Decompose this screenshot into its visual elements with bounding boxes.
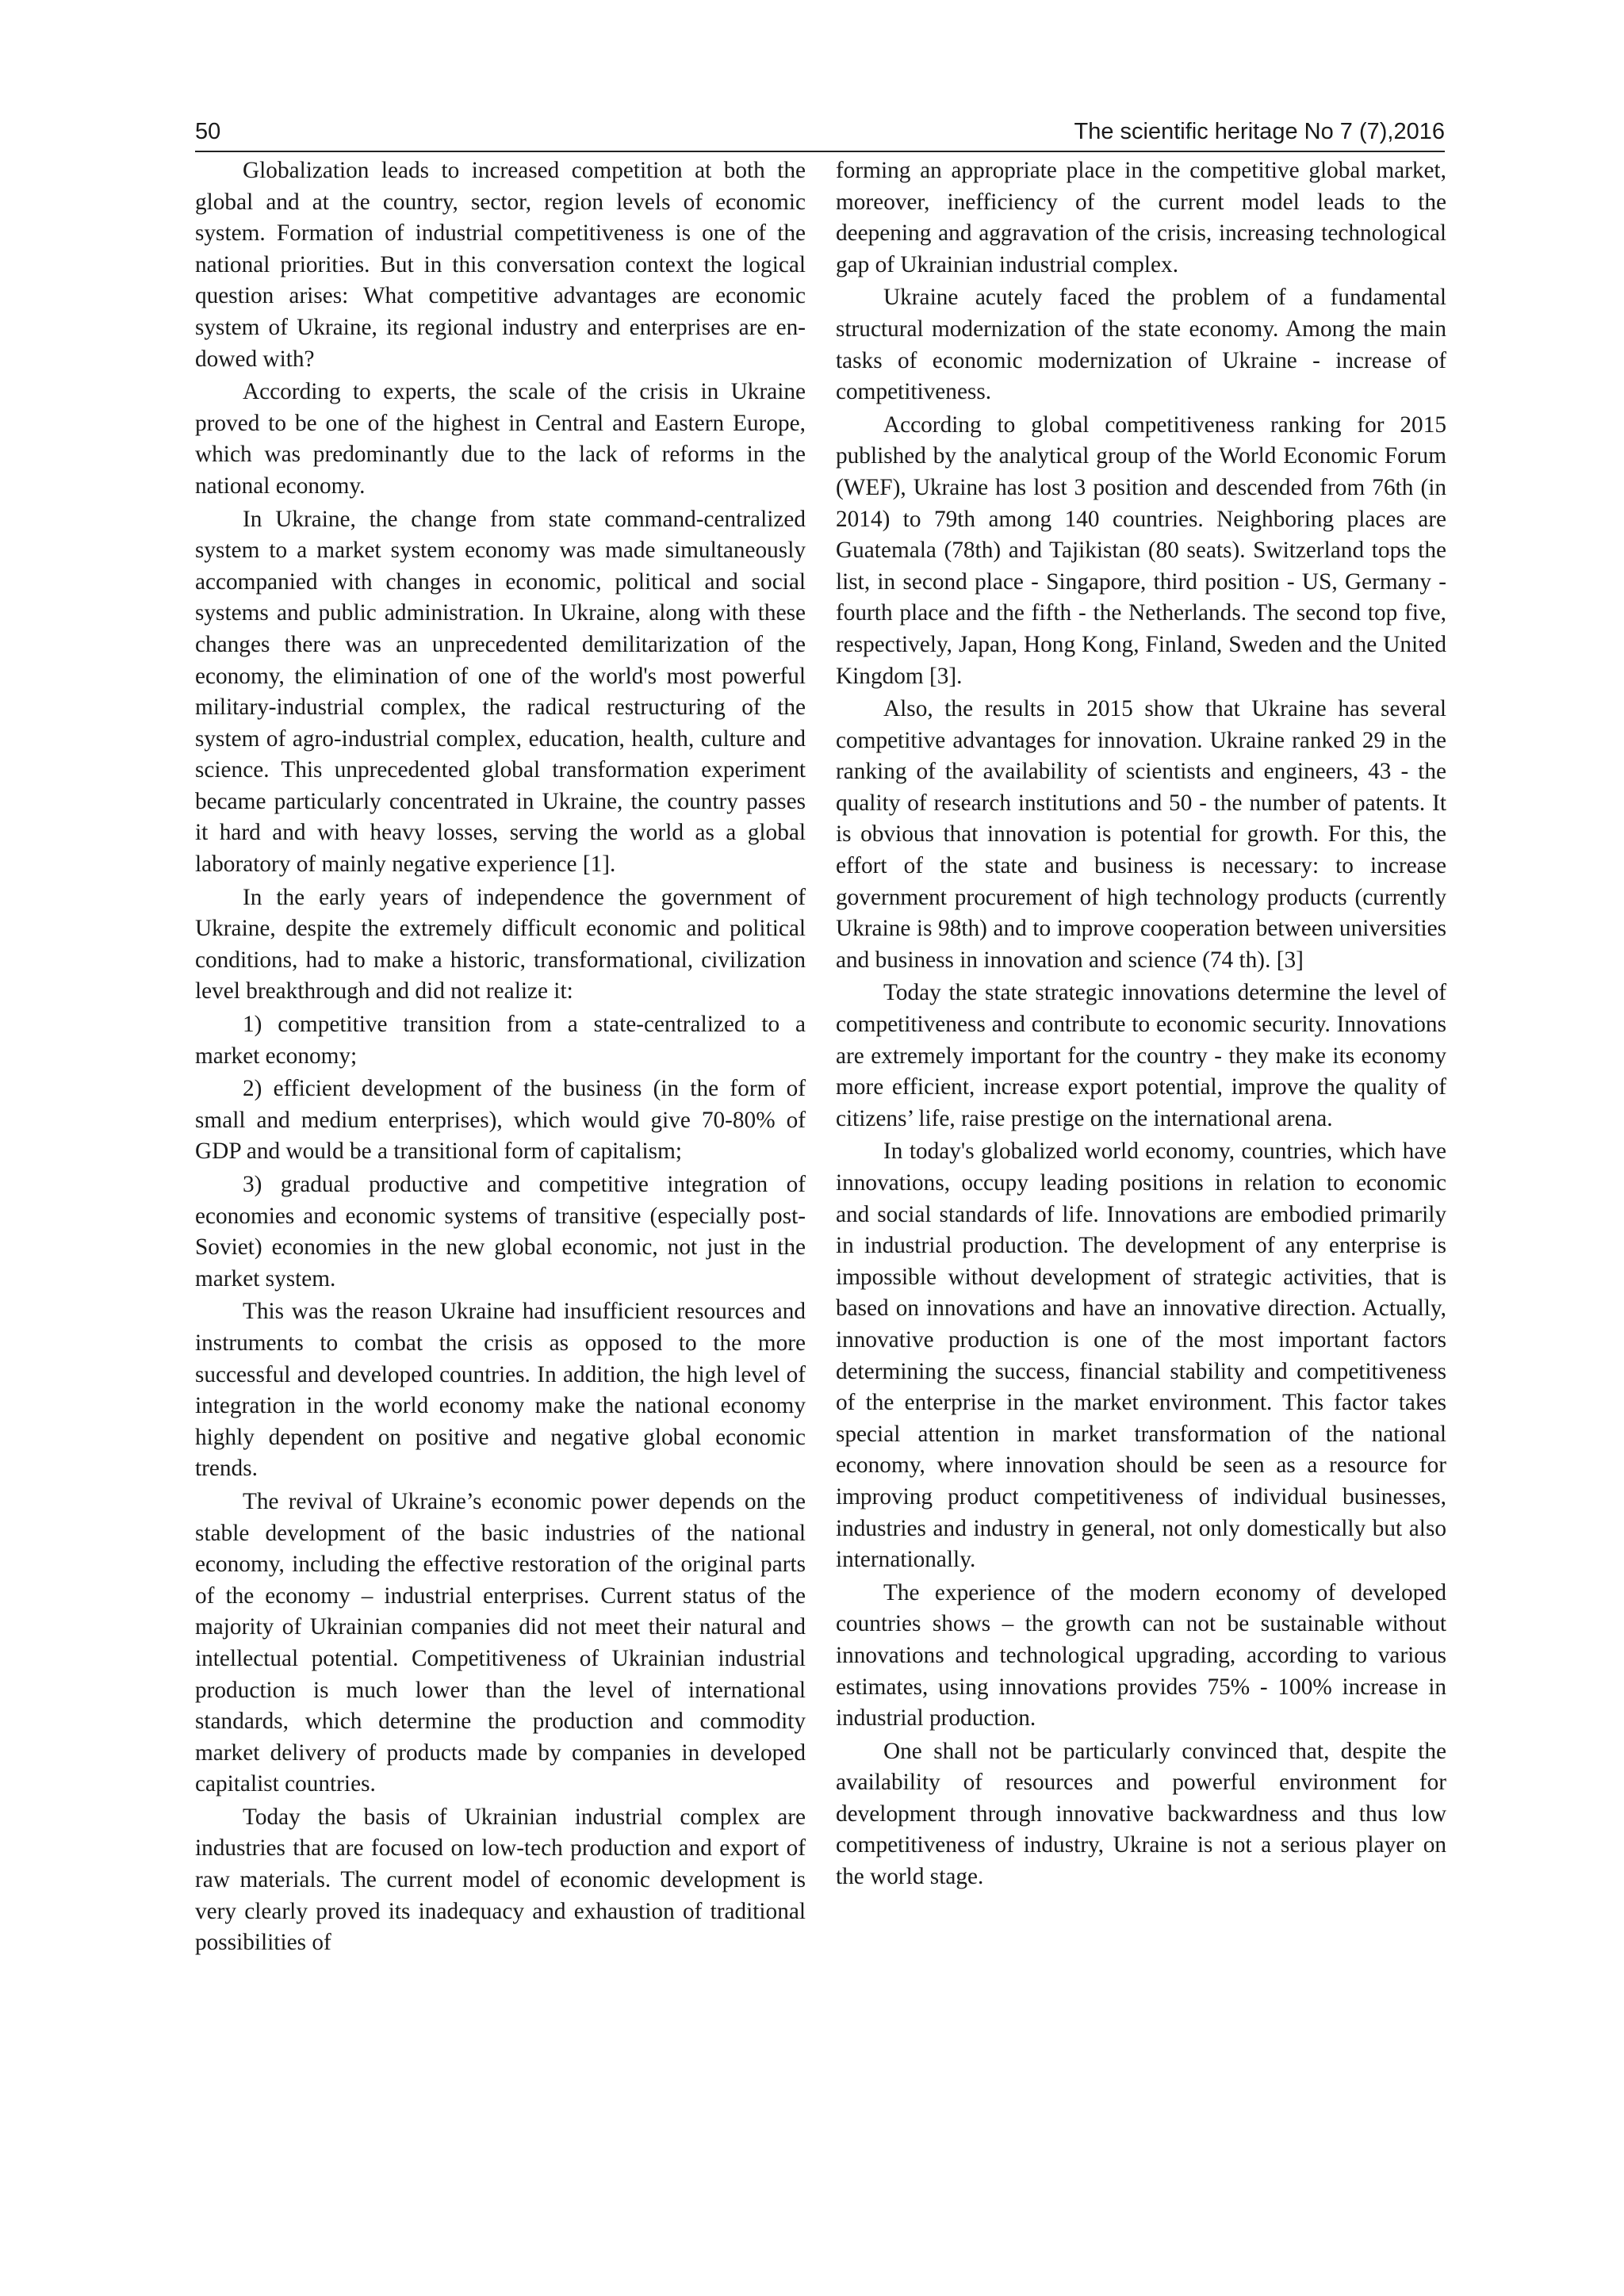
list-item: 2) efficient development of the business (in the form of small and medium enterprises), which would give 70-80% of GDP and would be a transitional form of capitalism; (195, 1076, 806, 1165)
running-header (195, 116, 1445, 152)
paragraph: Globalization leads to increased competition at both the global and at the country, sector, region levels of economic system. Formation of industrial competitiveness is one of the national priorities. But in this conversation context the logical question arises: What competitive advantages are economic system of Ukraine, its regional industry and enterprises are endowed with? (195, 158, 806, 372)
paragraph: The experience of the modern economy of developed countries shows – the growth can not be sustainable without innovations and technological upgrading, according to various estimates, using innovations provides 75% - 100% increase in industrial production. (836, 1579, 1446, 1732)
paragraph: Also, the results in 2015 show that Ukraine has several competitive advantages for innovation. Ukraine ranked 29 in the ranking of the availability of scientists and engineers, 43 - the quality of research institutions and 50 - the number of patents. It is obvious that innovation is potential for growth. For this, the effort of the state and business is necessary: to increase government procurement of high technology products (currently Ukraine is 98th) and to improve cooperation between universities and business in innovation and science (74 th). [3] (836, 696, 1446, 973)
list-item: 1) competitive transition from a state-centralized to a market economy; (195, 1012, 806, 1069)
right-column (836, 155, 1446, 1895)
paragraph: This was the reason Ukraine had insufficient resources and instruments to combat the crisis as opposed to the more successful and developed countries. In addition, the high level of integration in the world economy make the national economy highly dependent on positive and negative global economic trends. (195, 1299, 806, 1482)
paragraph: According to experts, the scale of the crisis in Ukraine proved to be one of the highest in Central and Eastern Europe, which was predominantly due to the lack of reforms in the national economy. (195, 379, 806, 499)
paragraph: One shall not be particularly convinced that, despite the availability of resources and powerful environment for development through innovative backwardness and thus low competitiveness of industry, Ukraine is not a serious player on the world stage. (836, 1738, 1446, 1890)
journal-title: The scientific heritage No 7 (7),2016 (1074, 119, 1445, 144)
paragraph: According to global competitiveness ranking for 2015 published by the analytical group of the World Economic Forum (WEF), Ukraine has lost 3 position and descended from 76th (in 2014) to 79th among 140 countries. Neighboring places are Guatemala (78th) and Tajikistan (80 seats). Switzerland tops the list, in second place - Singapore, third position - US, Germany - fourth place and the fifth - the Netherlands. The second top five, respectively, Japan, Hong Kong, Finland, Sweden and the United Kingdom [3]. (836, 411, 1446, 689)
left-column (195, 155, 806, 1961)
page-number: 50 (195, 119, 221, 144)
list-item: 3) gradual productive and competitive integration of economies and economic systems of transitive (especially post-Soviet) economies in the new global economic, not just in the market system. (195, 1172, 806, 1292)
paragraph: Today the state strategic innovations determine the level of competitiveness and contribute to economic security. Innovations are extremely important for the country - they make its economy more efficient, increase export potential, improve the quality of citizens’ life, raise prestige on the international arena. (836, 980, 1446, 1131)
paragraph: Ukraine acutely faced the problem of a fundamental structural modernization of the state economy. Among the main tasks of economic modernization of Ukraine - increase of competitiveness. (836, 285, 1446, 405)
paragraph-continuation: forming an appropriate place in the competitive global market, moreover, inefficiency of the current model leads to the deepening and aggravation of the crisis, increasing technological gap of Ukrainian industrial complex. (836, 158, 1446, 277)
paragraph: The revival of Ukraine’s economic power depends on the stable development of the basic industries of the national economy, including the effective restoration of the original parts of the economy – industrial enterprises. Current status of the majority of Ukrainian companies did not meet their natural and intellectual potential. Competitiveness of Ukrainian industrial production is much lower than the level of international standards, which determine the production and commodity market delivery of products made by companies in developed capitalist countries. (195, 1488, 806, 1797)
paragraph: In the early years of independence the government of Ukraine, despite the extremely difficult economic and political conditions, had to make a historic, transformational, civilization level breakthrough and did not realize it: (195, 884, 806, 1004)
paragraph: Today the basis of Ukrainian industrial complex are industries that are focused on low-tech production and export of raw materials. The current model of economic development is very clearly proved its inadequacy and exhaustion of traditional possibilities of (195, 1804, 806, 1956)
paragraph: In today's globalized world economy, countries, which have innovations, occupy leading positions in relation to economic and social standards of life. Innovations are embodied primarily in industrial production. The development of any enterprise is impossible without development of strategic activities, that is based on innovations and have an innovative direction. Actually, innovative production is one of the most important factors determining the success, financial stability and competitiveness of the enterprise in the market environment. This factor takes special attention in market transformation of the national economy, where innovation should be seen as a resource for improving product competitiveness of individual businesses, industries and industry in general, not only domestically but also internationally. (836, 1138, 1446, 1573)
paragraph: In Ukraine, the change from state command-centralized system to a market system economy was made simultaneously accompanied with changes in economic, political and social systems and public administration. In Ukraine, along with these changes there was an unprecedented demilitarization of the economy, the elimination of one of the world's most powerful military-industrial complex, the radical restructuring of the system of agro-industrial complex, education, health, culture and science. This unprecedented global transformation experiment became particularly concentrated in Ukraine, the country passes it hard and with heavy losses, serving the world as a global laboratory of mainly negative experience [1]. (195, 506, 806, 878)
